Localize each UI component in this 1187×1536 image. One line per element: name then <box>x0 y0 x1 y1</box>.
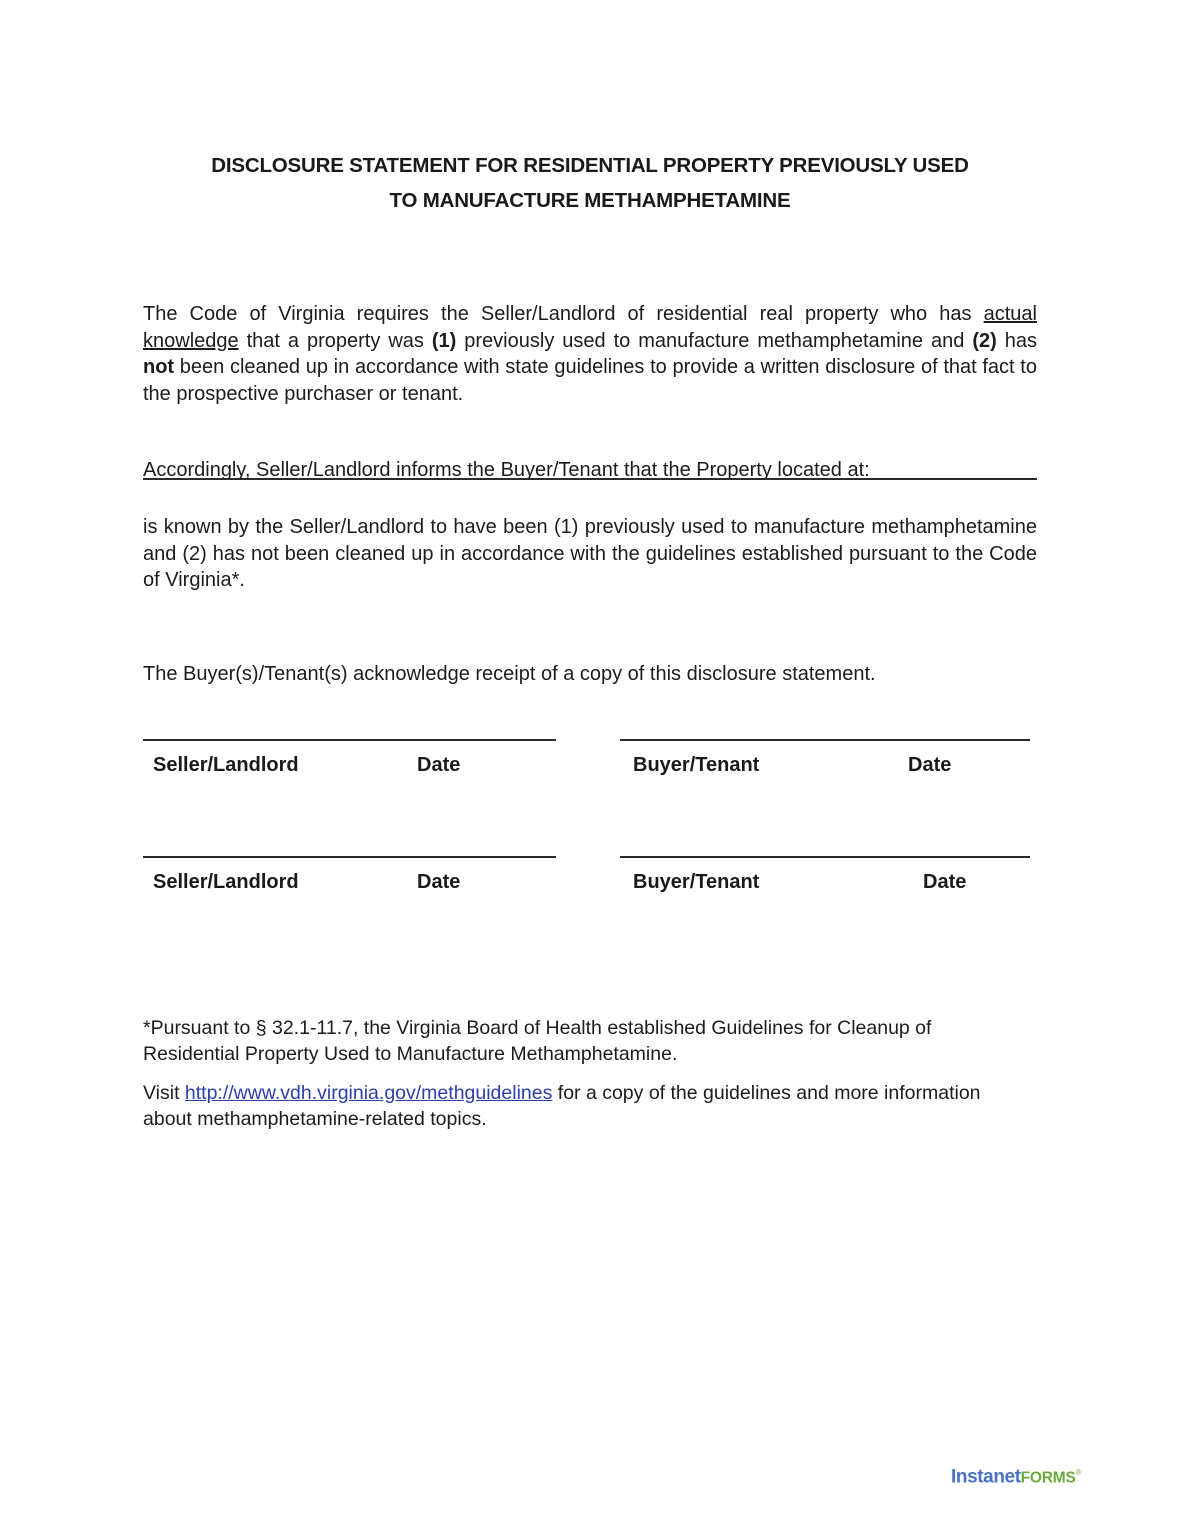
footnote-pursuant: *Pursuant to § 32.1-11.7, the Virginia Board of Health established Guidelines for Cleanup of Residential Property Used to Manufacture Methamphetamine. <box>143 1016 932 1065</box>
seller-date-label-2: Date <box>417 871 461 893</box>
footnote-visit-prefix: Visit <box>143 1081 185 1104</box>
registered-trademark-icon: ® <box>1075 1468 1082 1477</box>
seller-date-label-1: Date <box>417 754 461 776</box>
intro-bold-not: not <box>143 356 175 378</box>
seller-signature-line-2[interactable] <box>143 856 556 858</box>
buyer-date-label-2: Date <box>923 871 967 893</box>
property-address-blank-line[interactable] <box>143 478 1037 480</box>
intro-part-1: The Code of Virginia requires the Seller/Landlord of residential real property who has <box>143 303 984 325</box>
buyer-label-1: Buyer/Tenant <box>633 754 760 776</box>
intro-part-2: that a property was <box>238 329 432 352</box>
logo-brand-text: Instanet <box>951 1466 1021 1488</box>
page-title-line-1: DISCLOSURE STATEMENT FOR RESIDENTIAL PROPERTY PREVIOUSLY USED <box>211 154 969 177</box>
intro-underlined-actual-knowledge: actual knowledge <box>143 303 1037 352</box>
buyer-label-2: Buyer/Tenant <box>633 871 760 893</box>
intro-part-4: has <box>996 329 1037 352</box>
buyer-signature-line-2[interactable] <box>620 856 1030 858</box>
intro-bold-one: (1) <box>431 329 457 352</box>
intro-bold-two: (2) <box>972 329 997 352</box>
buyer-signature-line-1[interactable] <box>620 739 1030 741</box>
buyer-date-label-1: Date <box>908 754 952 776</box>
known-paragraph: is known by the Seller/Landlord to have been (1) previously used to manufacture methamphetamine and (2) has not been cleaned up in accordance with the guidelines established pursuant to the Code of Virginia*. <box>143 516 1037 591</box>
accordingly-paragraph: Accordingly, Seller/Landlord informs the Buyer/Tenant that the Property located at: <box>143 459 870 481</box>
footnote-visit <box>143 1080 993 1132</box>
instanet-forms-logo <box>951 1463 1082 1488</box>
seller-signature-line-1[interactable] <box>143 739 556 741</box>
page-title-line-2: TO MANUFACTURE METHAMPHETAMINE <box>389 189 791 212</box>
intro-part-3: previously used to manufacture methamphetamine and <box>456 329 973 352</box>
footnote-visit-suffix: for a copy of the guidelines and more information about methamphetamine-related topics. <box>143 1081 981 1130</box>
seller-label-2: Seller/Landlord <box>153 871 299 893</box>
logo-forms-text: FORMS <box>1020 1469 1076 1487</box>
page-title <box>143 148 1037 218</box>
seller-label-1: Seller/Landlord <box>153 754 299 776</box>
acknowledgement-paragraph: The Buyer(s)/Tenant(s) acknowledge receipt of a copy of this disclosure statement. <box>143 663 876 685</box>
vdh-methguidelines-link[interactable]: http://www.vdh.virginia.gov/methguidelines <box>184 1081 553 1104</box>
intro-paragraph <box>143 301 1037 407</box>
intro-part-5: been cleaned up in accordance with state guidelines to provide a written disclosure of that fact to the prospective purchaser or tenant. <box>143 356 1037 405</box>
